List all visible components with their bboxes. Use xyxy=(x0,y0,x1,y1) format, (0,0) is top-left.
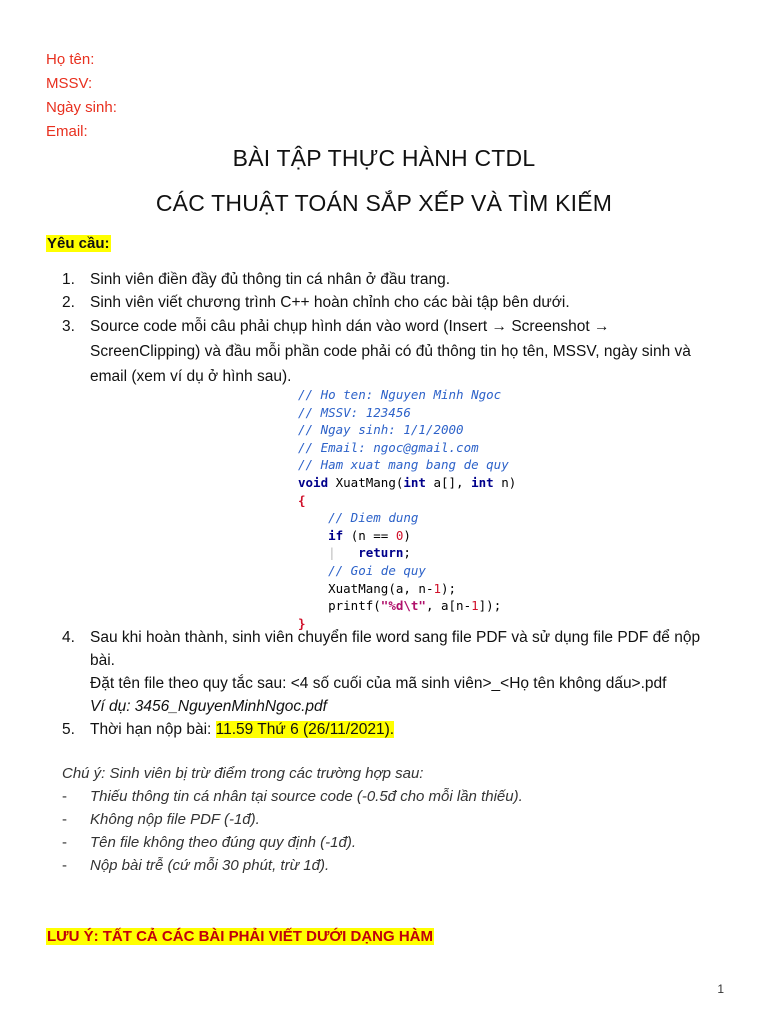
student-id-label: MSSV: xyxy=(46,75,93,92)
bullet-dash: - xyxy=(62,834,67,851)
code-text: printf( xyxy=(328,598,381,614)
code-number: 0 xyxy=(395,527,404,543)
deadline-label: Thời hạn nộp bài: xyxy=(90,721,216,738)
dob-label: Ngày sinh: xyxy=(46,99,117,116)
code-comment: // Ham xuat mang bang de quy xyxy=(298,457,509,473)
list-item-number: 1. xyxy=(62,271,75,288)
deadline-value: 11.59 Thứ 6 (26/11/2021). xyxy=(215,721,395,738)
list-item-text: Source code mỗi câu phải chụp hình dán vào word (Insert → Screenshot → ScreenClipping) và đầu mỗi phần code phải có đủ thông tin họ tên, MSSV, ngày sinh và email (xem ví dụ ở hình sau). xyxy=(90,318,691,385)
penalty-item-text: Thiếu thông tin cá nhân tại source code (-0.5đ cho mỗi lần thiếu). xyxy=(90,788,523,805)
email-label: Email: xyxy=(46,123,88,140)
code-text: XuatMang(a, n- xyxy=(328,580,434,596)
document-title: BÀI TẬP THỰC HÀNH CTDL xyxy=(232,145,536,171)
penalty-item-text: Không nộp file PDF (-1đ). xyxy=(90,811,260,828)
code-text: XuatMang( xyxy=(328,474,404,490)
code-comment: // Goi de quy xyxy=(328,562,426,578)
code-keyword: if xyxy=(328,527,344,543)
document-subtitle: CÁC THUẬT TOÁN SẮP XẾP VÀ TÌM KIẾM xyxy=(155,190,613,216)
code-text: ]); xyxy=(478,598,502,614)
code-comment: // Email: ngoc@gmail.com xyxy=(298,439,479,455)
code-string: "%d\t" xyxy=(380,598,426,614)
list-item xyxy=(62,314,722,389)
file-naming-rule: Đặt tên file theo quy tắc sau: <4 số cuối của mã sinh viên>_<Họ tên không dấu>.pdf xyxy=(90,675,667,692)
code-comment: // Ngay sinh: 1/1/2000 xyxy=(298,422,464,438)
penalty-item-text: Tên file không theo đúng quy định (-1đ). xyxy=(90,834,357,851)
student-info-block xyxy=(46,48,117,144)
list-item xyxy=(62,291,722,314)
file-naming-example: Ví dụ: 3456_NguyenMinhNgoc.pdf xyxy=(90,698,327,715)
code-comment: // Ho ten: Nguyen Minh Ngoc xyxy=(298,387,502,402)
list-item-number: 3. xyxy=(62,318,75,335)
list-item-number: 2. xyxy=(62,294,75,311)
requirements-list-continued xyxy=(62,626,722,741)
list-item-text: Sinh viên điền đầy đủ thông tin cá nhân ở đầu trang. xyxy=(90,271,451,288)
code-text: ; xyxy=(403,545,411,561)
code-keyword: return xyxy=(358,545,404,561)
code-text: ) xyxy=(403,527,411,543)
penalty-item-text: Nộp bài trễ (cứ mỗi 30 phút, trừ 1đ). xyxy=(90,857,330,874)
penalty-item xyxy=(62,808,523,831)
code-number: 1 xyxy=(433,580,441,596)
code-keyword: int xyxy=(471,474,494,490)
code-text: , a[n- xyxy=(425,598,472,614)
code-number: 1 xyxy=(471,598,479,614)
list-item xyxy=(62,268,722,291)
list-item-text: Sinh viên viết chương trình C++ hoàn chỉnh cho các bài tập bên dưới. xyxy=(90,294,570,311)
code-text: n) xyxy=(493,474,517,490)
page-number: 1 xyxy=(717,982,724,996)
bullet-dash: - xyxy=(62,788,67,805)
list-item xyxy=(62,626,722,718)
code-brace: } xyxy=(298,615,306,631)
code-text: (n == xyxy=(343,527,396,543)
code-comment: // Diem dung xyxy=(328,510,419,526)
bullet-dash: - xyxy=(62,811,67,828)
bullet-dash: - xyxy=(62,857,67,874)
list-item-text: Sau khi hoàn thành, sinh viên chuyển file word sang file PDF và sử dụng file PDF để nộp bài. xyxy=(90,629,701,669)
function-requirement-note: LƯU Ý: TẤT CẢ CÁC BÀI PHẢI VIẾT DƯỚI DẠNG HÀM xyxy=(47,928,434,945)
code-comment: // MSSV: 123456 xyxy=(298,404,411,420)
requirements-heading: Yêu cầu: xyxy=(47,235,110,252)
list-item-number: 5. xyxy=(62,721,75,738)
list-item-number: 4. xyxy=(62,629,75,646)
code-sample-image: // Ho ten: Nguyen Minh Ngoc // MSSV: 123456 // Ngay sinh: 1/1/2000 // Email: ngoc@gmail.com // Ham xuat mang bang de quy void XuatMang(int a[], int n) { // Diem dung if (n == 0) | return; // Goi de quy XuatMang(a, n-1); printf("%d\t", a[n-1]); } xyxy=(298,387,517,631)
requirements-list xyxy=(62,268,722,389)
penalty-item xyxy=(62,854,523,877)
code-keyword: int xyxy=(403,474,426,490)
penalty-item xyxy=(62,785,523,808)
penalty-item xyxy=(62,831,523,854)
penalty-note-heading: Chú ý: Sinh viên bị trừ điểm trong các trường hợp sau: xyxy=(62,765,424,782)
code-text: ); xyxy=(441,580,457,596)
name-label: Họ tên: xyxy=(46,51,95,68)
list-item xyxy=(62,718,722,741)
penalty-note xyxy=(62,762,523,877)
code-text: a[], xyxy=(425,474,472,490)
code-keyword: void xyxy=(298,474,329,490)
code-brace: { xyxy=(298,492,306,508)
